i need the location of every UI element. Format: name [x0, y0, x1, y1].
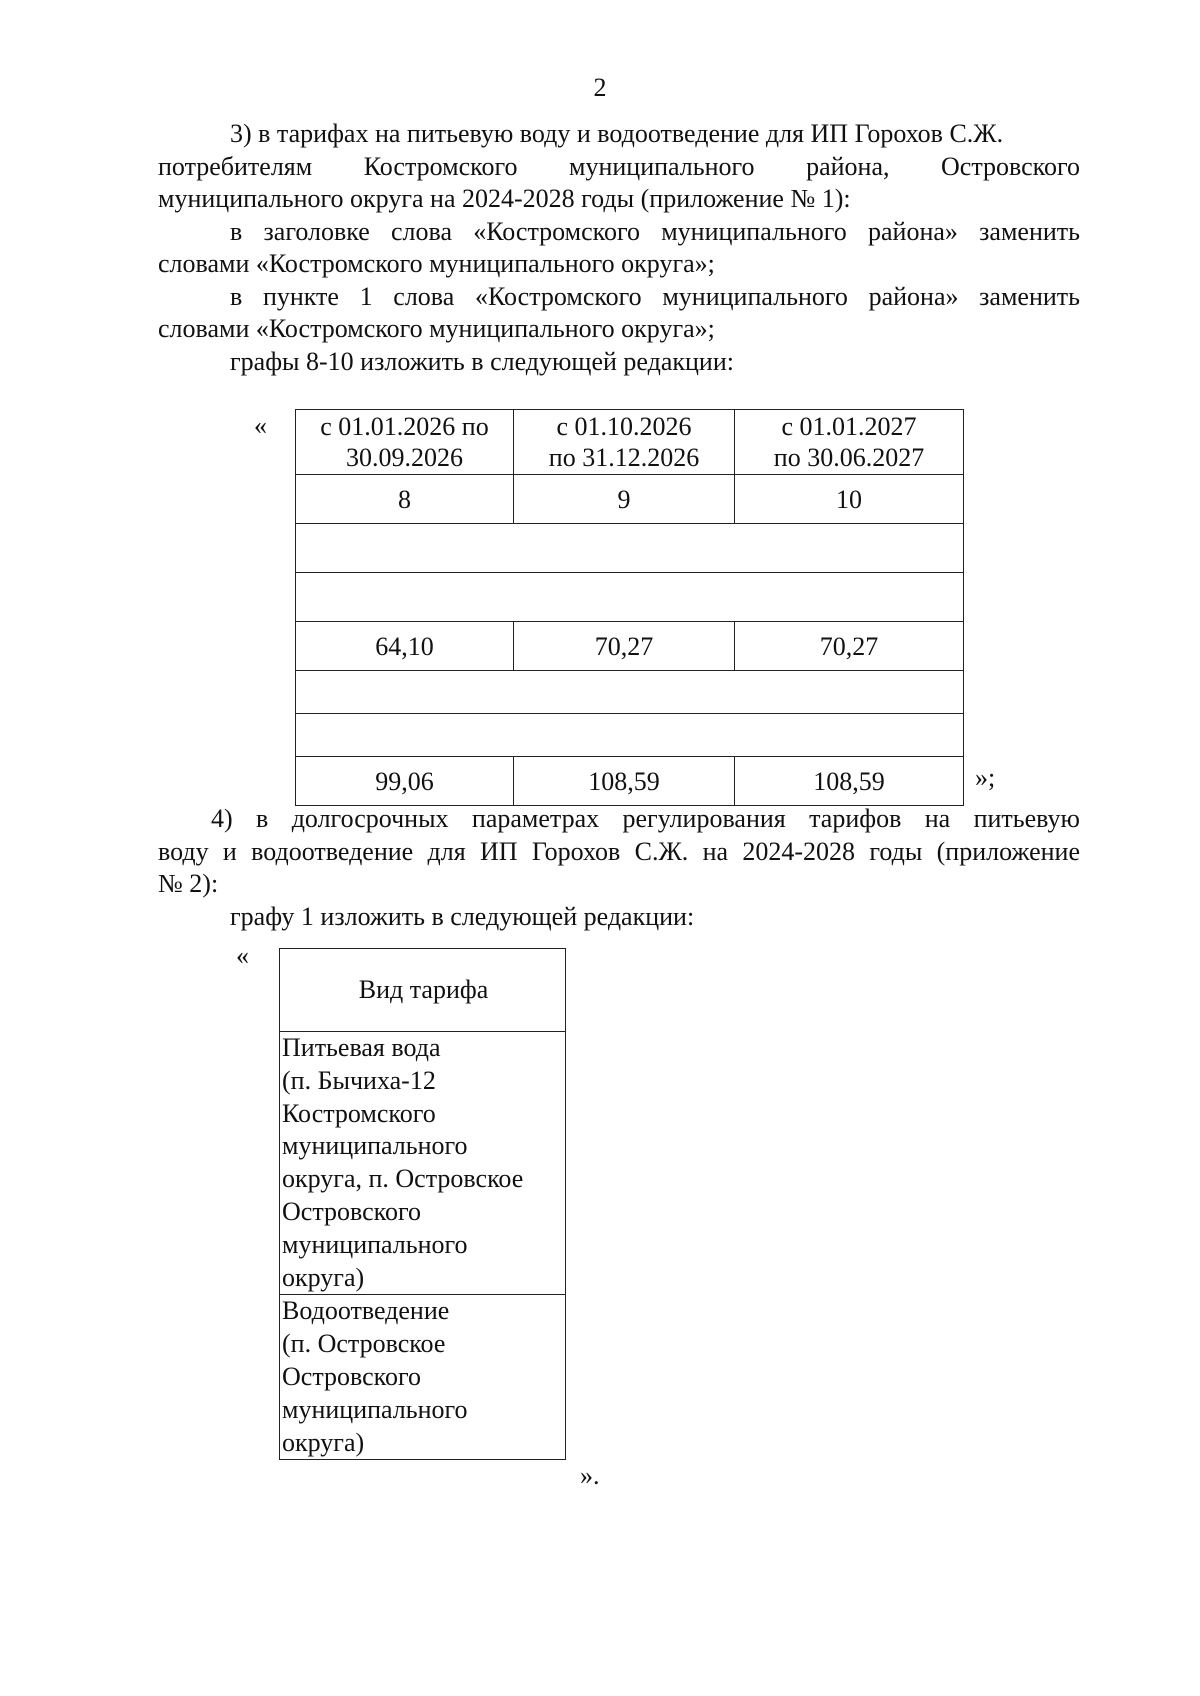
change-1-line-1: в заголовке слова «Костромского муниципального района» заменить — [230, 216, 1080, 246]
section-3-intro-line-3: муниципального округа на 2024-2028 годы (приложение № 1): — [158, 184, 851, 213]
column-number-row — [296, 475, 964, 524]
section-4-change: графу 1 изложить в следующей редакции: — [230, 901, 695, 931]
kind-line: муниципального — [282, 1131, 468, 1161]
header-cell-col-10 — [735, 410, 964, 475]
header-col-10-line-2: по 30.06.2027 — [773, 443, 925, 472]
column-number-9: 9 — [514, 475, 735, 524]
empty-cell — [296, 524, 964, 573]
header-col-10-line-1: с 01.01.2027 — [781, 412, 917, 441]
kind-line: округа, п. Островское — [282, 1164, 524, 1194]
kind-line: Питьевая вода — [282, 1033, 441, 1062]
section-3-intro-line-2-text: потребителям Костромского муниципального района, Островского — [158, 151, 1080, 181]
header-col-8-line-2: 30.09.2026 — [346, 443, 463, 472]
values-row-2 — [296, 757, 964, 806]
kind-line: Островского — [282, 1196, 421, 1226]
kind-table-header-row — [280, 949, 566, 1032]
empty-row — [296, 573, 964, 622]
kind-cell-drinking-water — [280, 1032, 566, 1295]
kind-line: (п. Островское — [282, 1329, 446, 1359]
kind-line: округа) — [282, 1262, 365, 1292]
header-cell-col-8 — [296, 410, 514, 475]
value-cell: 99,06 — [296, 757, 514, 806]
quote-close-table-1: »; — [975, 763, 996, 792]
quote-open-table-1: « — [254, 411, 267, 440]
tariff-table — [295, 409, 964, 806]
value-cell: 108,59 — [735, 757, 964, 806]
quote-open-table-2: « — [236, 941, 249, 970]
tariff-kind-table — [279, 948, 566, 1460]
kind-row-drinking-water — [280, 1032, 566, 1295]
empty-row — [296, 524, 964, 573]
value-cell: 70,27 — [514, 622, 735, 671]
empty-row — [296, 671, 964, 714]
change-2-line-2: словами «Костромского муниципального округа»; — [158, 314, 715, 343]
kind-line: муниципального — [282, 1394, 468, 1424]
change-1-line-2: словами «Костромского муниципального округа»; — [158, 249, 715, 278]
kind-line: Водоотведение — [282, 1296, 450, 1326]
kind-row-wastewater — [280, 1295, 566, 1460]
kind-table-header: Вид тарифа — [280, 949, 566, 1032]
header-col-8-line-1: с 01.01.2026 по — [320, 412, 489, 441]
header-col-9-line-1: с 01.10.2026 — [556, 412, 692, 441]
kind-line: Островского — [282, 1361, 421, 1391]
empty-cell — [296, 714, 964, 757]
page-number: 2 — [593, 73, 607, 102]
kind-line: Костромского — [282, 1098, 436, 1128]
section-4-intro-line-3: № 2): — [158, 869, 219, 898]
header-cell-col-9 — [514, 410, 735, 475]
section-3-intro-line-2 — [158, 151, 1080, 184]
kind-line: (п. Бычиха-12 — [282, 1065, 436, 1095]
section-4-intro-line-1: 4) в долгосрочных параметрах регулирования тарифов на питьевую — [211, 804, 1080, 833]
empty-row — [296, 714, 964, 757]
empty-cell — [296, 671, 964, 714]
kind-cell-wastewater — [280, 1295, 566, 1460]
column-number-8: 8 — [296, 475, 514, 524]
section-3-text — [158, 118, 1080, 378]
section-4-intro-line-2: воду и водоотведение для ИП Горохов С.Ж. на 2024-2028 годы (приложение — [158, 836, 1080, 866]
values-row-1 — [296, 622, 964, 671]
quote-close-table-2: ». — [580, 1461, 600, 1490]
empty-cell — [296, 573, 964, 622]
change-3: графы 8-10 изложить в следующей редакции: — [230, 346, 734, 376]
kind-line: муниципального — [282, 1229, 468, 1259]
value-cell: 108,59 — [514, 757, 735, 806]
change-2-line-1: в пункте 1 слова «Костромского муниципального района» заменить — [230, 281, 1080, 311]
value-cell: 70,27 — [735, 622, 964, 671]
section-3-intro-line-1: 3) в тарифах на питьевую воду и водоотведение для ИП Горохов С.Ж. — [230, 119, 1004, 148]
column-number-10: 10 — [735, 475, 964, 524]
kind-line: округа) — [282, 1427, 365, 1457]
section-4-text — [158, 803, 1080, 933]
header-col-9-line-2: по 31.12.2026 — [548, 443, 700, 472]
value-cell: 64,10 — [296, 622, 514, 671]
tariff-table-header-row — [296, 410, 964, 475]
